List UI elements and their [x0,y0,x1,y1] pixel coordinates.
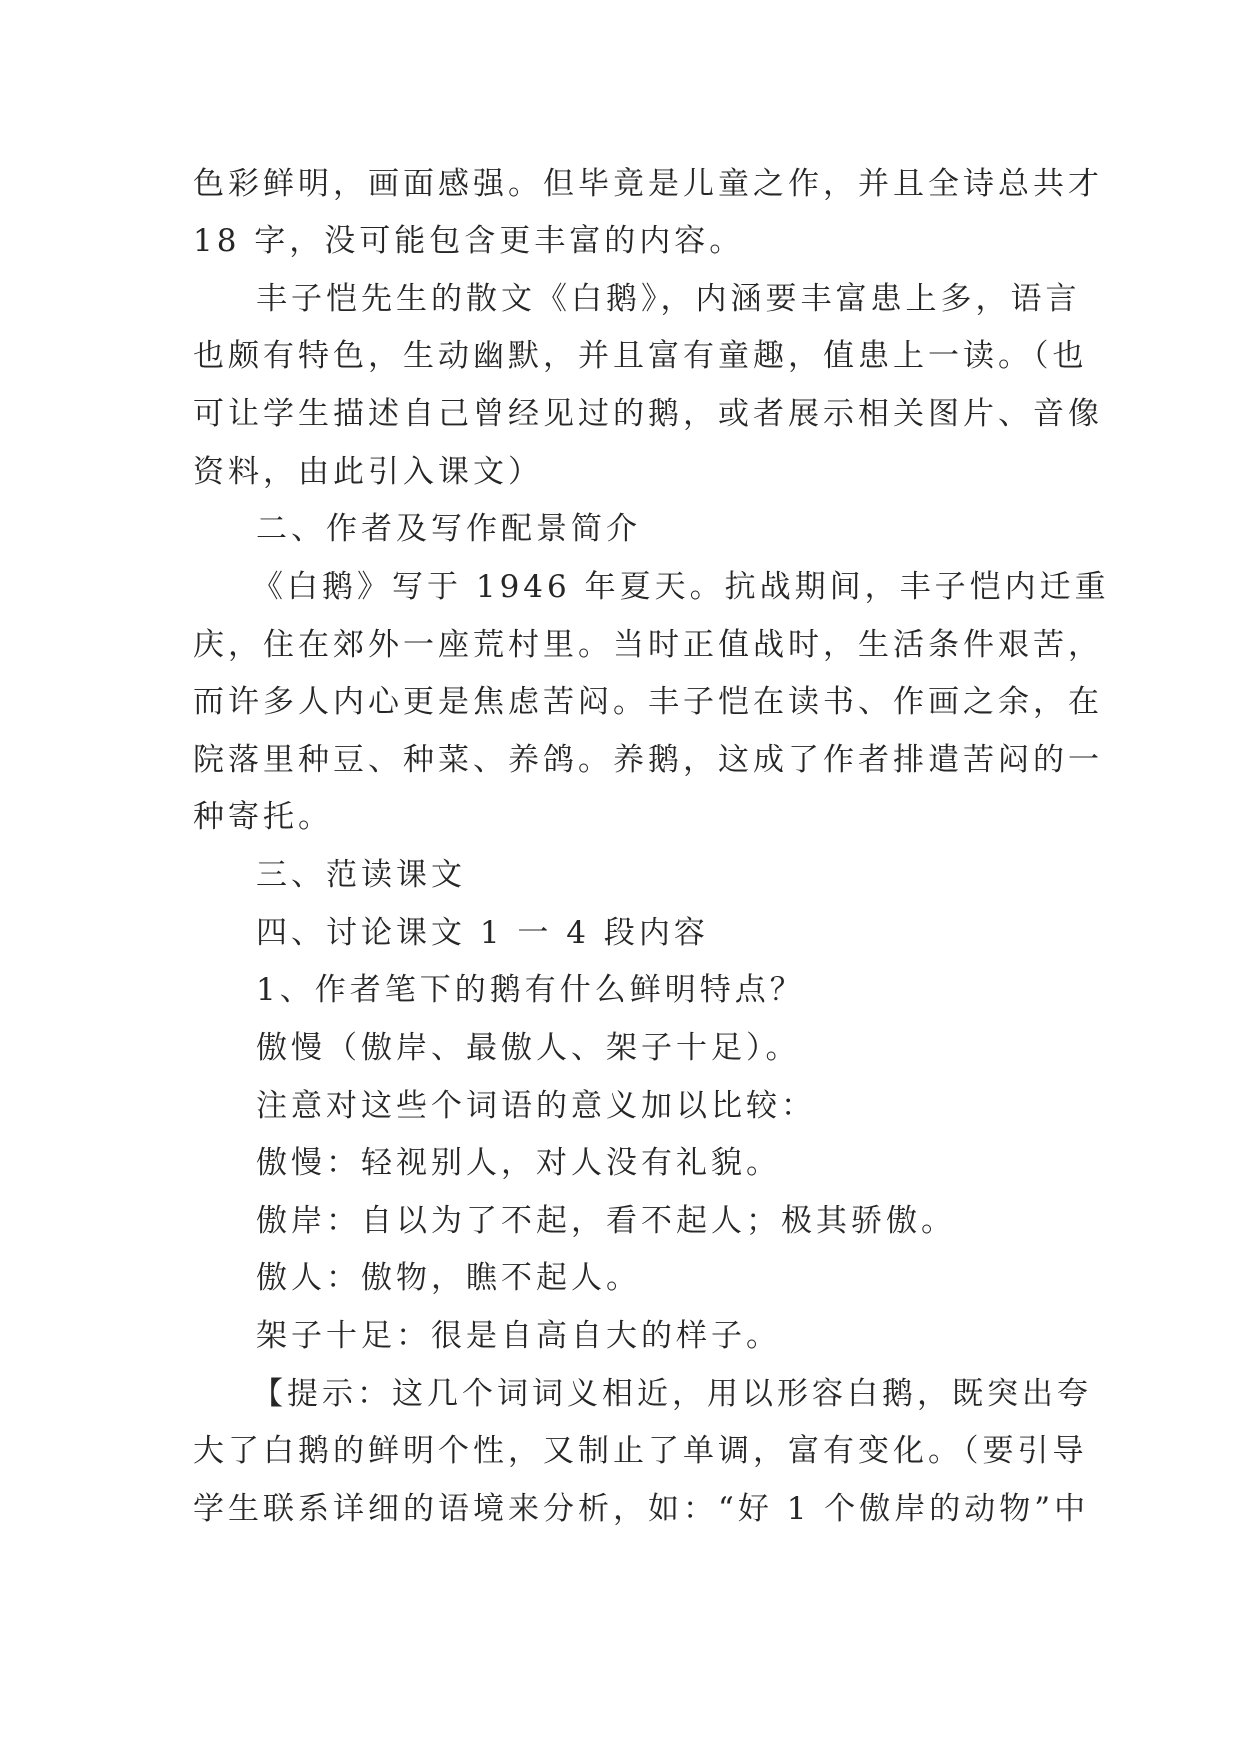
text-line: 大了白鹅的鲜明个性，又制止了单调，富有变化。（要引导 [193,1433,1088,1469]
definition-line: 架子十足：很是自高自大的样子。 [256,1318,781,1354]
text-line: 丰子恺先生的散文《白鹅》，内涵要丰富患上多，语言 [256,281,1081,317]
text-line: 种寄托。 [193,799,333,835]
section-heading: 二、作者及写作配景简介 [256,511,641,547]
text-line: 可让学生描述自己曾经见过的鹅，或者展示相关图片、音像 [193,396,1103,432]
definition-line: 傲岸：自以为了不起，看不起人；极其骄傲。 [256,1203,956,1239]
text-line: 而许多人内心更是焦虑苦闷。丰子恺在读书、作画之余，在 [193,684,1103,720]
definition-line: 傲慢：轻视别人，对人没有礼貌。 [256,1145,781,1181]
question-line: 1、作者笔下的鹅有什么鲜明特点？ [256,972,805,1008]
text-line: 色彩鲜明，画面感强。但毕竟是儿童之作，并且全诗总共才 [193,166,1103,202]
text-line: 《白鹅》写于 1946 年夏天。抗战期间，丰子恺内迁重 [252,569,1110,605]
text-line: 18 字，没可能包含更丰富的内容。 [193,223,745,259]
text-line: 也颇有特色，生动幽默，并且富有童趣，值患上一读。（也 [193,338,1088,374]
definition-line: 傲人：傲物，瞧不起人。 [256,1260,641,1296]
text-line: 院落里种豆、种菜、养鸽。养鹅，这成了作者排遣苦闷的一 [193,742,1103,778]
text-line: 资料，由此引入课文） [193,454,543,490]
text-line: 庆，住在郊外一座荒村里。当时正值战时，生活条件艰苦， [193,627,1103,663]
hint-line: 【提示：这几个词词义相近，用以形容白鹅，既突出夸 [252,1376,1092,1412]
text-line: 傲慢（傲岸、最傲人、架子十足）。 [256,1030,801,1066]
text-line: 学生联系详细的语境来分析，如：“好 1 个傲岸的动物”中 [193,1491,1090,1527]
section-heading: 三、范读课文 [256,857,466,893]
text-line: 注意对这些个词语的意义加以比较： [256,1088,816,1124]
section-heading: 四、讨论课文 1 一 4 段内容 [256,915,709,951]
